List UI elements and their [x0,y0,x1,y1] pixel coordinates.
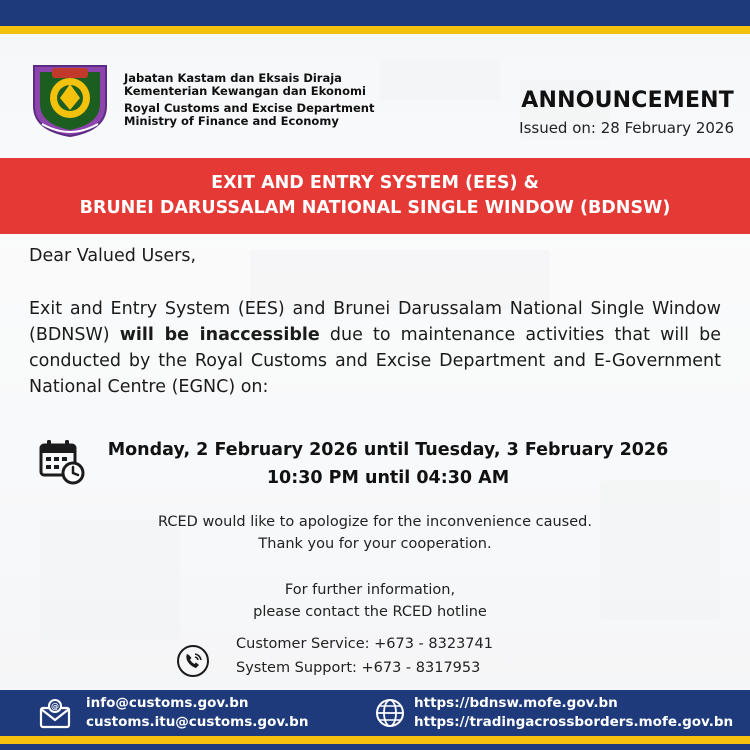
agency-en-line1: Royal Customs and Excise Department [124,101,375,115]
top-gold-stripe [0,26,750,34]
banner-line1: EXIT AND ENTRY SYSTEM (EES) & [211,173,539,193]
agency-ms-line1: Jabatan Kastam dan Eksais Diraja [124,71,342,85]
header [0,40,750,158]
rced-emblem-icon [28,54,112,138]
announcement-title: ANNOUNCEMENT [521,88,734,113]
greeting: Dear Valued Users, [29,246,197,266]
svg-text:@: @ [51,702,59,711]
footer-urls [414,694,733,732]
globe-icon [374,697,406,729]
footer-emails [86,694,308,732]
announcement-heading [519,88,734,137]
agency-en-line2: Ministry of Finance and Economy [124,114,339,128]
email-itu[interactable]: customs.itu@customs.gov.bn [86,714,309,730]
issued-date: Issued on: 28 February 2026 [519,119,734,137]
url-trading[interactable]: https://tradingacrossborders.mofe.gov.bn [414,714,734,730]
bottom-navy-stripe [0,744,750,750]
footer-bar [0,690,750,736]
para-bold-text: will be inaccessible [119,325,320,345]
top-navy-stripe [0,0,750,26]
further-info [0,579,740,623]
apology-line2: Thank you for your cooperation. [258,536,492,552]
banner-line2: BRUNEI DARUSSALAM NATIONAL SINGLE WINDOW (BDNSW) [79,198,671,218]
para-text-1: Exit and Entry System (EES) and Brunei Darussalam National Single Window (BDNSW) [29,299,721,345]
further-line2: please contact the RCED hotline [253,604,487,620]
schedule-time: 10:30 PM until 04:30 AM [266,468,510,488]
notice-paragraph [29,296,721,400]
bottom-gold-stripe [0,736,750,744]
phone-icon [176,644,210,678]
title-banner [0,158,750,234]
agency-name-block [124,72,384,128]
calendar-clock-icon [38,438,86,486]
maintenance-schedule [100,436,676,492]
mail-icon [38,696,72,730]
para-text-2: due to maintenance activities that will be conducted by the Royal Customs and Excise Department and E-Government National Centre (EGNC) on: [29,325,721,397]
agency-ms-line2: Kementerian Kewangan dan Ekonomi [124,84,366,98]
email-info[interactable]: info@customs.gov.bn [86,695,249,711]
schedule-dates: Monday, 2 February 2026 until Tuesday, 3 February 2026 [107,440,669,460]
apology-text [0,511,750,555]
hotline-numbers [236,632,493,680]
apology-line1: RCED would like to apologize for the inconvenience caused. [158,514,592,530]
customer-service-number[interactable]: Customer Service: +673 - 8323741 [236,636,493,652]
system-support-number[interactable]: System Support: +673 - 8317953 [236,660,481,676]
url-bdnsw[interactable]: https://bdnsw.mofe.gov.bn [414,695,618,711]
further-line1: For further information, [284,582,456,598]
